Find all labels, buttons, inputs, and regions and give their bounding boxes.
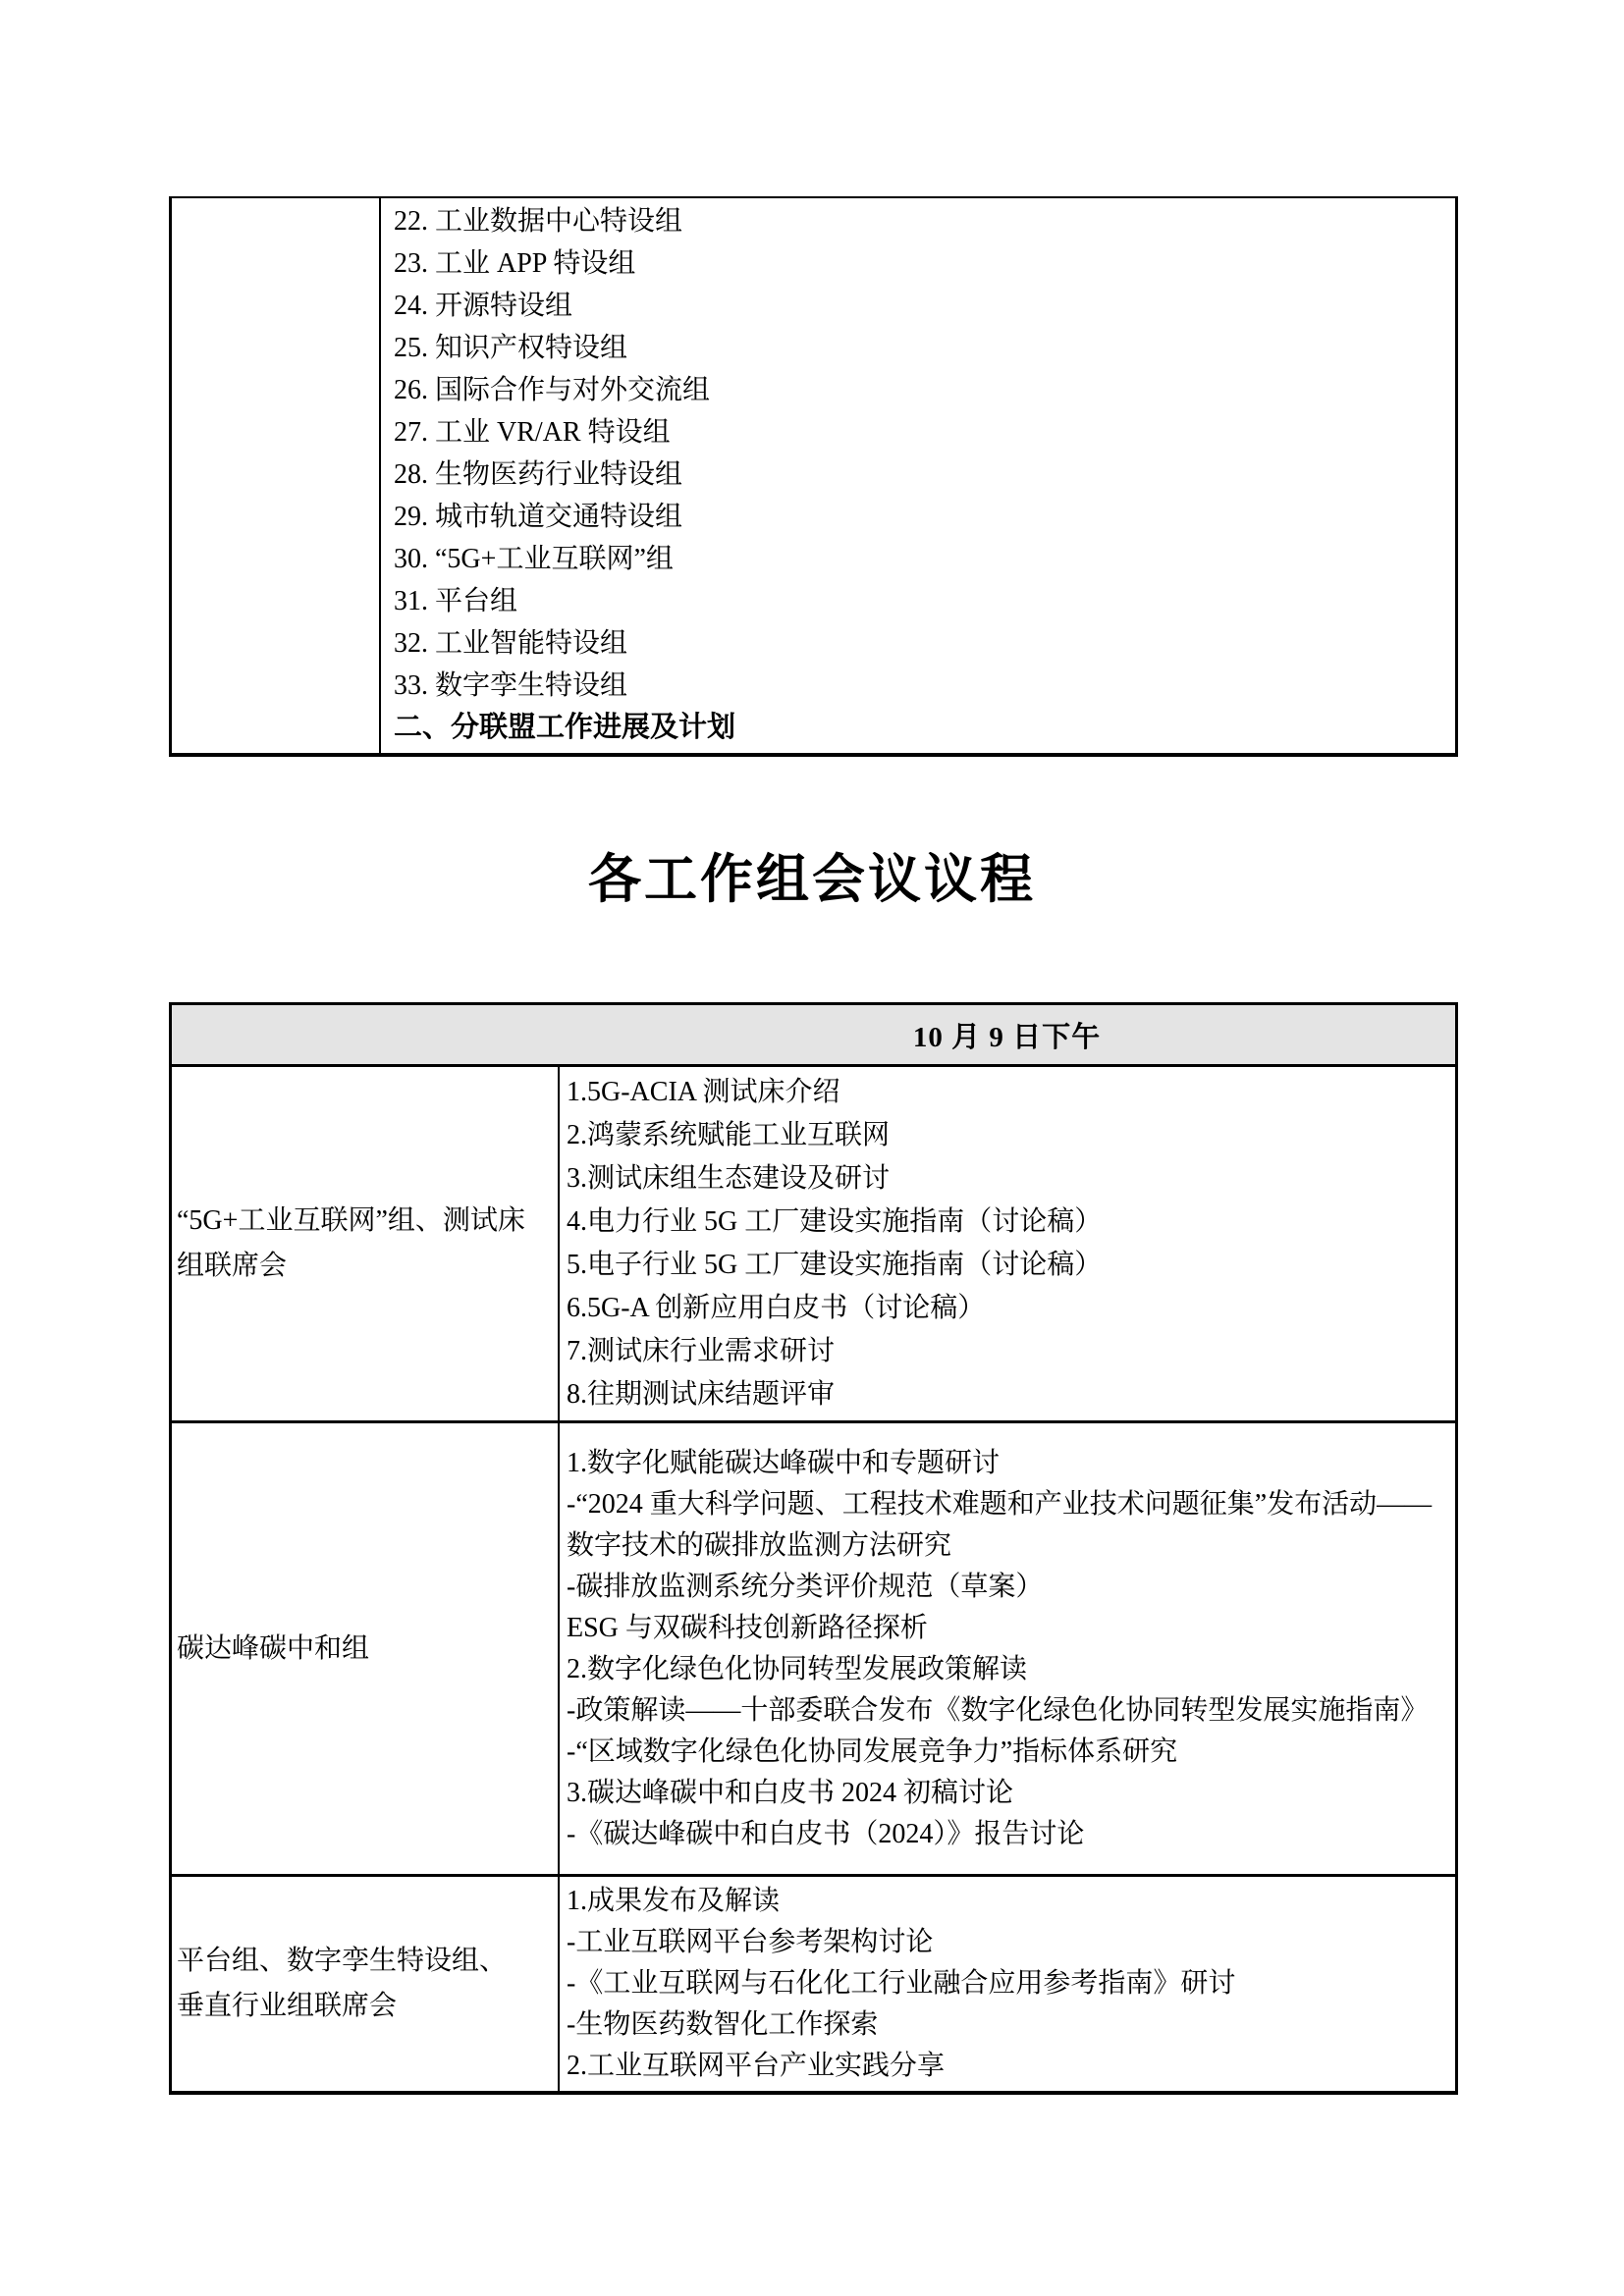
list-item: 29. 城市轨道交通特设组 [394,502,683,532]
agenda-item: 2.鸿蒙系统赋能工业互联网 [567,1120,891,1150]
list-item: 33. 数字孪生特设组 [394,670,628,701]
list-item: 23. 工业 APP 特设组 [394,248,636,279]
working-group-list-table [169,196,1458,757]
agenda-item: 2.工业互联网平台产业实践分享 [567,2051,946,2081]
date-header-cell-left [171,1004,560,1066]
table-row [171,1066,1457,1422]
agenda-item: -《碳达峰碳中和白皮书（2024）》报告讨论 [567,1818,1085,1849]
agenda-item: 1.数字化赋能碳达峰碳中和专题研讨 [567,1447,1001,1478]
list-item: 22. 工业数据中心特设组 [394,206,683,237]
agenda-item: -工业互联网平台参考架构讨论 [567,1927,934,1957]
table-row [171,197,1457,755]
group-name-cell: 平台组、数字孪生特设组、垂直行业组联席会 [171,1876,560,2094]
list-item: 24. 开源特设组 [394,291,573,321]
agenda-item: 4.电力行业 5G 工厂建设实施指南（讨论稿） [567,1206,1103,1237]
agenda-item: -《工业互联网与石化化工行业融合应用参考指南》研讨 [567,1968,1236,1999]
agenda-item: -政策解读——十部委联合发布《数字化绿色化协同转型发展实施指南》 [567,1694,1429,1726]
list-item: 26. 国际合作与对外交流组 [394,375,711,405]
list-item: 30. “5G+工业互联网”组 [394,544,674,574]
agenda-item: -“2024 重大科学问题、工程技术难题和产业技术问题征集”发布活动——数字技术的碳排放监测方法研究 [567,1488,1433,1561]
working-group-list-cell [380,197,1457,755]
list-item: 32. 工业智能特设组 [394,628,628,659]
agenda-item: 3.测试床组生态建设及研讨 [567,1163,891,1194]
agenda-item: ESG 与双碳科技创新路径探析 [567,1612,928,1643]
table-row [171,1876,1457,2094]
agenda-items-cell [559,1066,1457,1422]
agenda-item: -碳排放监测系统分类评价规范（草案） [567,1571,1044,1602]
page-title: 各工作组会议议程 [588,850,1036,909]
section-heading: 二、分联盟工作进展及计划 [394,712,736,743]
agenda-item: -生物医药数智化工作探索 [567,2009,879,2040]
group-name-cell: 碳达峰碳中和组 [171,1422,560,1876]
group-name-cell: “5G+工业互联网”组、测试床组联席会 [171,1066,560,1422]
agenda-item: 5.电子行业 5G 工厂建设实施指南（讨论稿） [567,1250,1103,1280]
document-content [169,196,1455,2095]
list-item: 27. 工业 VR/AR 特设组 [394,417,671,448]
agenda-item: 2.数字化绿色化协同转型发展政策解读 [567,1653,1028,1684]
agenda-item: 1.成果发布及解读 [567,1886,781,1916]
date-header-cell: 10 月 9 日下午 [559,1004,1457,1066]
agenda-item: 3.碳达峰碳中和白皮书 2024 初稿讨论 [567,1777,1014,1808]
agenda-item: -“区域数字化绿色化协同发展竞争力”指标体系研究 [567,1735,1178,1767]
list-item: 28. 生物医药行业特设组 [394,459,683,490]
agenda-table [169,1002,1458,2095]
table-row [171,1422,1457,1876]
list-item: 31. 平台组 [394,586,518,616]
table-header-row [171,1004,1457,1066]
agenda-item: 1.5G-ACIA 测试床介绍 [567,1077,840,1107]
agenda-item: 8.往期测试床结题评审 [567,1379,836,1410]
empty-header-cell [171,197,381,755]
list-item: 25. 知识产权特设组 [394,333,628,363]
agenda-items-cell [559,1422,1457,1876]
agenda-items-cell [559,1876,1457,2094]
agenda-item: 6.5G-A 创新应用白皮书（讨论稿） [567,1293,986,1323]
agenda-item: 7.测试床行业需求研讨 [567,1336,836,1366]
